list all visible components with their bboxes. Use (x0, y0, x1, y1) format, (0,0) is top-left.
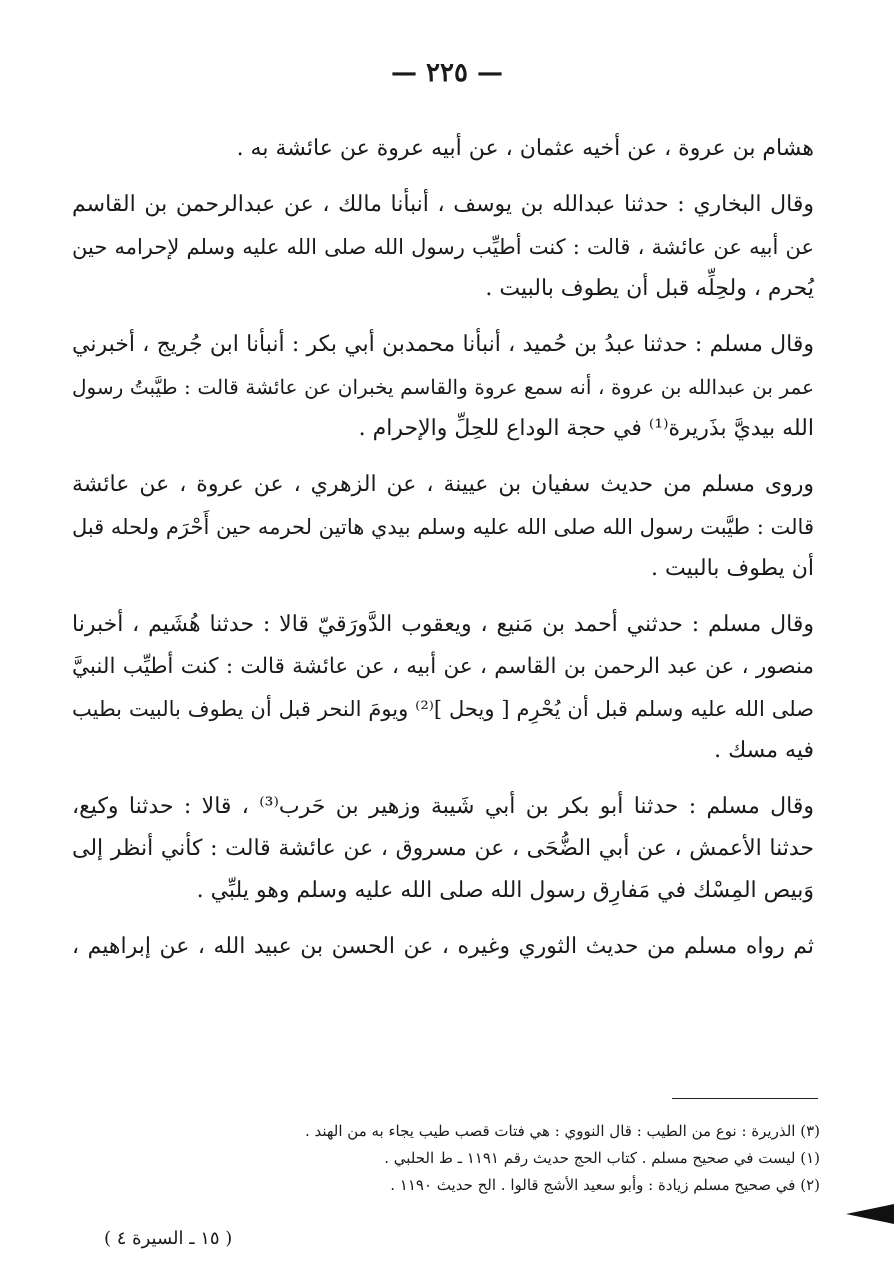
text-line: وروى مسلم من حديث سفيان بن عيينة ، عن الزهري ، عن عروة ، عن عائشة (72, 472, 814, 497)
text-line: وقال مسلم : حدثنا عبدُ بن حُميد ، أنبأنا محمدبن أبي بكر : أنبأنا ابن جُريج ، أخبرني (72, 332, 814, 357)
text-line: ثم رواه مسلم من حديث الثوري وغيره ، عن الحسن بن عبيد الله ، عن إبراهيم ، (72, 934, 814, 959)
text-line: حدثنا الأعمش ، عن أبي الضُّحَى ، عن مسروق ، عن عائشة قالت : كأني أنظر إلى (72, 836, 814, 861)
text-line: صلى الله عليه وسلم قبل أن يُحْرِم [ ويحل ]⁽²⁾ ويومَ النحر قبل أن يطوف بالبيت بطيب (72, 697, 814, 721)
text-line: منصور ، عن عبد الرحمن بن القاسم ، عن أبيه ، عن عائشة قالت : كنت أطيِّب النبيَّ (72, 654, 814, 679)
text-line: يُحرم ، ولحِلِّه قبل أن يطوف بالبيت . (485, 276, 814, 301)
text-line: وقال مسلم : حدثنا أبو بكر بن أبي شَيبة وزهير بن حَرب⁽³⁾ ، قالا : حدثنا وكيع، (72, 794, 815, 819)
paragraph-6 (72, 786, 814, 912)
page-number: — ٢٢٥ — (390, 58, 504, 88)
page-edge-marker (846, 1204, 894, 1224)
text-line: وقال البخاري : حدثنا عبدالله بن يوسف ، أنبأنا مالك ، عن عبدالرحمن بن القاسم (72, 192, 814, 217)
paragraph-5 (72, 604, 814, 772)
paragraph-2 (72, 184, 814, 310)
main-text (72, 128, 814, 982)
paragraph-3 (72, 324, 814, 450)
text-line: قالت : طيَّبت رسول الله صلى الله عليه وسلم بيدي هاتين لحرمه حين أَحْرَم ولحله قبل (71, 515, 814, 539)
text-line: عن أبيه عن عائشة ، قالت : كنت أطيِّب رسول الله صلى الله عليه وسلم لإحرامه حين (72, 235, 814, 259)
footnote-1: (١) ليست في صحيح مسلم . كتاب الحج حديث رقم ١١٩١ ـ ط الحلبي . (384, 1149, 820, 1167)
printer-signature: ( ١٥ ـ السيرة ٤ ) (104, 1228, 233, 1249)
text-line: الله بيديَّ بذَريرة⁽¹⁾ في حجة الوداع للحِلِّ والإحرام . (358, 416, 814, 441)
text-line: فيه مسك . (714, 738, 814, 763)
paragraph-1 (72, 128, 814, 170)
footnotes (150, 1118, 820, 1199)
paragraph-4 (72, 464, 814, 590)
text-line: أن يطوف بالبيت . (651, 556, 814, 581)
paragraph-7 (72, 926, 814, 968)
text-line: هشام بن عروة ، عن أخيه عثمان ، عن أبيه عروة عن عائشة به . (236, 136, 814, 161)
footnote-separator (672, 1098, 818, 1099)
text-line: وقال مسلم : حدثني أحمد بن مَنيع ، ويعقوب الدَّورَقيّ قالا : حدثنا هُشَيم ، أخبرنا (72, 612, 814, 637)
footnote-2: (٢) في صحيح مسلم زيادة : وأبو سعيد الأشج قالوا . الح حديث ١١٩٠ . (390, 1176, 820, 1194)
text-line: وَبيص المِسْك في مَفارِق رسول الله صلى الله عليه وسلم وهو يلبِّي . (196, 878, 814, 903)
footnote-3: (٣) الذريرة : نوع من الطيب : قال النووي : هي فتات قصب طيب يجاء به من الهند . (304, 1122, 820, 1140)
text-line: عمر بن عبدالله بن عروة ، أنه سمع عروة والقاسم يخبران عن عائشة قالت : طيَّبتُ رسول (72, 375, 814, 399)
